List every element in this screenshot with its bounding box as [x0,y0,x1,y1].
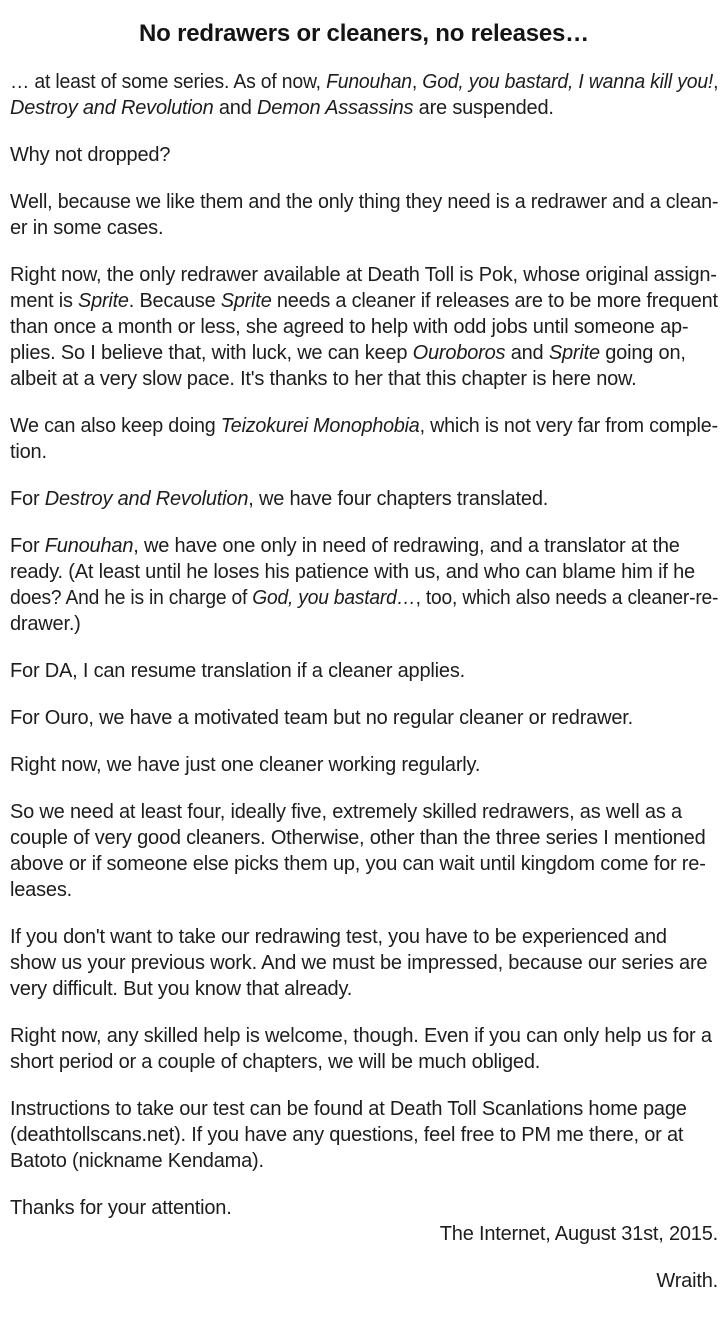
text-line [10,1221,718,1247]
text-line [10,1096,718,1122]
text-segment: , too, which also needs a cleaner-re- [415,587,719,609]
text-segment: show us your previous work. And we must be impressed, because our series are [10,952,708,974]
series-title: Sprite [220,290,272,312]
signature [10,1268,718,1294]
series-title: Destroy and Revolution [44,488,249,510]
text-line [10,262,718,288]
text-segment: … at least of some series. As of now, [10,71,327,93]
text-segment: and [505,342,549,364]
text-line [10,705,718,731]
text-segment: Batoto (nickname Kendama). [10,1150,264,1172]
closing-thanks [10,1195,718,1221]
question-why-not-dropped [10,142,718,168]
text-line [10,95,718,121]
text-line [10,288,718,314]
text-segment: So we need at least four, ideally five, extremely skilled redrawers, as well as a [10,801,682,823]
text-segment: above or if someone else picks them up, you can wait until kingdom come for re- [10,853,706,875]
text-line [10,877,718,903]
text-segment: leases. [10,879,72,901]
text-line [10,1049,718,1075]
text-segment: For [10,488,45,510]
text-line [10,314,718,340]
text-line [10,1023,718,1049]
ouro-paragraph [10,705,718,731]
reason-paragraph [10,189,718,241]
text-line [10,189,719,215]
text-segment: Thanks for your attention. [10,1197,232,1219]
text-segment: Wraith. [656,1270,718,1292]
text-segment: are suspended. [413,97,554,119]
da-paragraph [10,658,718,684]
text-segment: Right now, any skilled help is welcome, though. Even if you can only help us for a [10,1025,712,1047]
text-segment: than once a month or less, she agreed to help with odd jobs until someone ap- [10,316,689,338]
text-segment: couple of very good cleaners. Otherwise, other than the three series I mentioned [10,827,706,849]
test-requirement-paragraph [10,924,718,1002]
text-line [10,851,718,877]
funouhan-paragraph [10,533,718,637]
text-segment: Instructions to take our test can be found at Death Toll Scanlations home page [10,1098,687,1120]
text-segment: Well, because we like them and the only thing they need is a redrawer and a clean- [10,191,719,213]
text-line [10,559,718,585]
series-title: God, you bastard, I wanna kill you! [422,71,714,93]
text-segment: ready. (At least until he loses his patience with us, and who can blame him if he [10,561,695,583]
text-line [10,1122,718,1148]
text-line [10,799,718,825]
text-line [10,413,718,439]
series-title: God, you bastard… [252,587,416,609]
text-segment: The Internet, August 31st, 2015. [439,1223,718,1245]
series-title: Teizokurei Monophobia [220,415,420,437]
announcement-body [10,69,718,1294]
text-segment: For [10,535,45,557]
text-segment: , which is not very far from comple- [419,415,718,437]
text-line [10,1195,718,1221]
text-segment: , [713,71,719,93]
text-segment: albeit at a very slow pace. It's thanks to her that this chapter is here now. [10,368,637,390]
series-title: Sprite [548,342,600,364]
text-segment: For DA, I can resume translation if a cleaner applies. [10,660,465,682]
page-title: No redrawers or cleaners, no releases… [139,20,589,47]
text-segment: er in some cases. [10,217,164,239]
text-line [10,752,718,778]
teizokurei-paragraph [10,413,718,465]
text-segment: drawer.) [10,613,81,635]
instructions-paragraph [10,1096,718,1174]
destroy-revolution-paragraph [10,486,718,512]
text-line [10,658,718,684]
series-title: Destroy and Revolution [10,97,214,119]
text-line [10,950,718,976]
text-segment: Why not dropped? [10,144,171,166]
suspension-notice [10,69,718,121]
series-title: Sprite [78,290,129,312]
text-line [10,340,718,366]
text-line [10,924,718,950]
text-line [10,142,718,168]
text-segment: , we have one only in need of redrawing, and a translator at the [133,535,680,557]
text-line [10,69,719,95]
text-segment: ment is [10,290,79,312]
text-segment: (deathtollscans.net). If you have any questions, feel free to PM me there, or at [10,1124,684,1146]
text-segment: We can also keep doing [10,415,221,437]
date-line [10,1221,718,1247]
any-help-welcome-paragraph [10,1023,718,1075]
text-segment: , [411,71,423,93]
text-line [10,439,718,465]
one-cleaner-paragraph [10,752,718,778]
text-segment: plies. So I believe that, with luck, we can keep [10,342,413,364]
text-segment: Right now, we have just one cleaner working regularly. [10,754,481,776]
text-segment: . Because [128,290,221,312]
series-title: Demon Assassins [256,97,414,119]
text-segment: needs a cleaner if releases are to be more frequent [271,290,718,312]
text-segment: does? And he is in charge of [10,587,253,609]
text-line [10,486,718,512]
redrawer-status-paragraph [10,262,718,392]
text-line [10,533,718,559]
text-line [10,366,718,392]
text-segment: , we have four chapters translated. [248,488,549,510]
text-segment: going on, [599,342,686,364]
text-line [10,1268,718,1294]
text-line [10,585,719,611]
text-line [10,215,718,241]
text-line [10,976,718,1002]
recruitment-need-paragraph [10,799,718,903]
text-line [10,825,718,851]
text-segment: For Ouro, we have a motivated team but no regular cleaner or redrawer. [10,707,633,729]
series-title: Funouhan [44,535,134,557]
series-title: Ouroboros [412,342,506,364]
text-segment: tion. [10,441,47,463]
text-line [10,611,718,637]
text-segment: Right now, the only redrawer available at Death Toll is Pok, whose original assign- [10,264,717,286]
text-segment: very difficult. But you know that already. [10,978,353,1000]
text-segment: short period or a couple of chapters, we will be much obliged. [10,1051,541,1073]
text-segment: If you don't want to take our redrawing test, you have to be experienced and [10,926,667,948]
series-title: Funouhan [326,71,412,93]
text-line [10,1148,718,1174]
text-segment: and [213,97,257,119]
